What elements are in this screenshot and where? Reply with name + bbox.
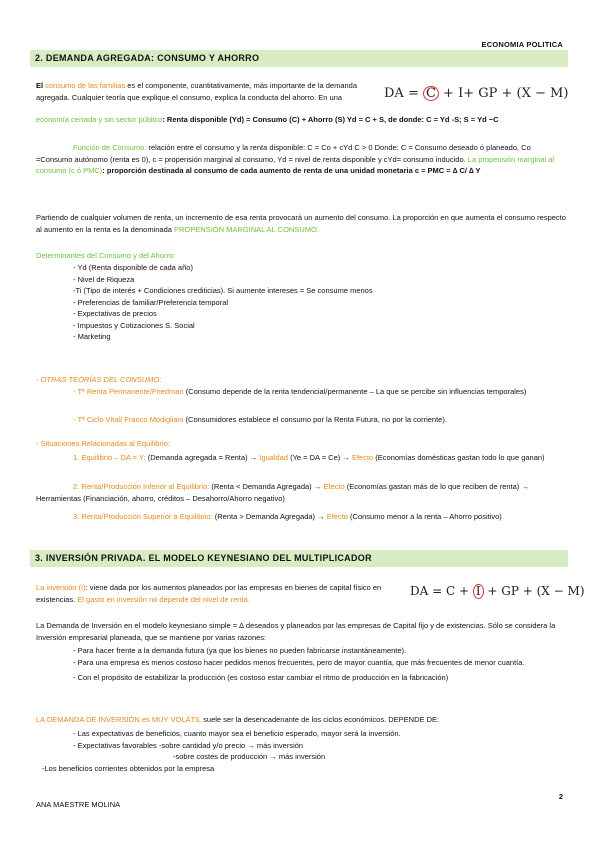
list-item: - Para hacer frente a la demanda futura (ya que los bienes no pueden fabricarse instantáneamente). xyxy=(73,646,407,655)
theory-permanent-income xyxy=(36,386,566,398)
list-item: - Marketing xyxy=(73,332,111,341)
eq1-highlight: Igualdad xyxy=(259,453,289,462)
intro-paragraph-b xyxy=(36,114,566,126)
list-item: - Expectativas favorables -sobre cantidad y/o precio → más inversión xyxy=(73,740,304,750)
section-heading-3: 3. INVERSIÓN PRIVADA. EL MODELO KEYNESIANO DEL MULTIPLICADOR xyxy=(30,550,568,567)
eq1-highlight-2: Efecto xyxy=(351,453,374,462)
page-number: 2 xyxy=(558,792,563,801)
eq1-text-c: (Economías domésticas gastan todo lo que ganan) xyxy=(373,453,545,462)
pmc-label: La propensión marginal al consumo (c ó PMC) xyxy=(36,154,555,175)
eq2-text-b: (Economías gastan más de lo que reciben de renta) → Herramientas (Financiación, ahorro, créditos – Desahorro/Ahorro negativo) xyxy=(36,482,529,503)
eq1-label: 1. Equilibrio – DA = Y: xyxy=(73,453,146,462)
theory-life-cycle xyxy=(73,414,568,426)
list-item: - Yd (Renta disponible de cada año) xyxy=(73,263,193,272)
equilibrium-item-2 xyxy=(36,481,566,504)
investment-demand-paragraph: La Demanda de Inversión en el modelo keynesiano simple = ∆ deseados y planeados por las empresas de Capital fijo y de existencias. Sólo se considera la Inversión empresarial planeada, que se mantiene por varias razones: xyxy=(36,621,556,642)
pmc-text: : proporción destinada al consumo de cada aumento de renta de una unidad monetaria c = PMC = ∆ C/ ∆ Y xyxy=(102,166,481,175)
footer-author: ANA MAESTRE MOLINA xyxy=(36,800,121,809)
eq2-highlight: Efecto xyxy=(323,482,345,491)
formula-lhs: DA = xyxy=(384,86,423,101)
theory1-text: (Consumo depende de la renta tendencial/permanente – La que se percibe sin influencias temporales) xyxy=(183,387,527,396)
list-item: - Impuestos y Cotizaciones S. Social xyxy=(73,320,195,330)
pmc-paragraph-text: Partiendo de cualquier volumen de renta, un incremento de esa renta provocará un aumento del consumo. La proporción en que aumenta el consumo respecto al aumento en la renta es la denominada xyxy=(36,213,566,234)
eq3-highlight: Efecto xyxy=(326,512,348,521)
theory1-label: - Tª Renta Permanente/Friedman xyxy=(73,387,184,396)
intro-paragraph-a xyxy=(36,80,366,103)
list-item: - Expectativas de precios xyxy=(73,309,157,318)
formula-circled-term: C xyxy=(423,86,439,101)
intro-text-3: : Renta disponible (Yd) = Consumo (C) + Ahorro (S) Yd = C + S, de donde: C = Yd -S; S = Yd −C xyxy=(162,115,499,124)
investment-definition xyxy=(36,582,386,605)
list-item: -Ti (Tipo de interés + Condiciones crediticias). Si aumente intereses = Se consume menos xyxy=(73,286,373,295)
formula-rest: + I+ GP + (X − M) xyxy=(438,86,569,101)
eq3-text-b: (Consumo menor a la renta – Ahorro positivo) xyxy=(347,512,502,521)
theory2-text: (Consumidores establece el consumo por la Renta Futura, no por la corriente). xyxy=(183,415,447,424)
formula-rest: + GP + (X − M) xyxy=(483,584,585,598)
list-item: -Los beneficios corrientes obtenidos por la empresa xyxy=(42,763,215,773)
equilibrium-title: - Situaciones Relacionadas al Equilibrio: xyxy=(36,439,170,448)
eq3-label: 3. Renta/Producción Superior a Equilibrio: xyxy=(73,512,213,521)
equilibrium-item-3 xyxy=(36,511,566,523)
list-item: - Preferencias de familiar/Preferencia temporal xyxy=(73,297,229,307)
volatile-text: suele ser la desencadenante de los ciclos económicos. DEPENDE DE: xyxy=(201,715,440,724)
intro-text-1: El xyxy=(36,81,46,90)
equilibrium-item-1 xyxy=(36,452,566,464)
volatile-paragraph xyxy=(36,714,566,726)
list-item: - Las expectativas de beneficios, cuanto mayor sea el beneficio esperado, mayor será la inversión. xyxy=(73,729,401,738)
inv-text: : viene dada por los aumentos planeados por las empresas en bienes de capital físico en existencias. xyxy=(36,583,382,604)
pmc-paragraph-highlight: PROPENSIÓN MARGINAL AL CONSUMO. xyxy=(174,224,319,234)
list-item: - Para una empresa es menos costoso hacer pedidos menos frecuentes, pero de mayor cuantía, que más frecuentes de menor cuantía. xyxy=(73,657,525,667)
section-heading-2: 2. DEMANDA AGREGADA: CONSUMO Y AHORRO xyxy=(30,50,568,67)
formula-circled-term: I xyxy=(473,584,484,599)
other-theories-title: - OTRAS TEORÍAS DEL CONSUMO: xyxy=(36,375,162,384)
list-item: - Con el propósito de estabilizar la producción (es costoso estar cambiar el ritmo de producción en la fabricación) xyxy=(73,673,449,682)
theory2-label: - Tª Ciclo Vital/ Franco Modigliani xyxy=(73,415,184,424)
list-item: -sobre costes de producción → más inversión xyxy=(173,752,326,761)
eq1-text-b: (Ye = DA = Ce) → xyxy=(288,453,352,462)
determinants-list xyxy=(73,262,553,343)
depends-list xyxy=(36,728,566,774)
eq2-text-a: (Renta < Demanda Agregada) → xyxy=(209,482,324,491)
formula-da-consumption xyxy=(384,86,568,101)
list-item: - Nivel de Riqueza xyxy=(73,274,135,284)
eq2-label: 2. Renta/Producción Inferior al Equilibrio: xyxy=(73,482,210,491)
eq1-text-a: (Demanda agregada = Renta) → xyxy=(145,453,260,462)
inv-label: La inversión (I) xyxy=(36,583,86,592)
eq3-text-a: (Renta > Demanda Agregada) → xyxy=(212,512,327,521)
consumption-function-paragraph xyxy=(36,142,566,177)
inv-highlight: El gasto en inversión no depende del nivel de renta. xyxy=(77,594,250,604)
running-header: ECONOMIA POLITICA xyxy=(481,40,563,49)
volatile-label: LA DEMANDA DE INVERSIÓN es MUY VOLÁTIL xyxy=(36,715,202,724)
intro-highlight-closed-economy: economía cerrada y sin sector público xyxy=(36,115,163,124)
intro-highlight-families: consumo de las familias xyxy=(45,81,126,90)
func-label: Función de Consumo: xyxy=(73,143,147,152)
formula-da-investment xyxy=(410,584,585,599)
intro-text-2: es el componente, cuantitativamente, más importante de la demanda agregada. Cualquier teoría que explique el consumo, explica la conducta del ahorro. En una xyxy=(36,81,358,102)
determinants-title: Determinantes del Consumo y del Ahorro: xyxy=(36,251,176,260)
func-text: relación entre el consumo y la renta disponible: C = Co + cYd C > 0 Donde: C = Consumo deseado ó planeado, Co =Consumo autónomo (renta es 0), c = propensión marginal al consumo, Yd = nivel de renta disponible y cYd= consumo inducido. xyxy=(36,143,531,164)
reasons-list xyxy=(36,645,566,684)
formula-lhs: DA = C + xyxy=(410,584,473,598)
pmc-paragraph xyxy=(36,212,566,235)
